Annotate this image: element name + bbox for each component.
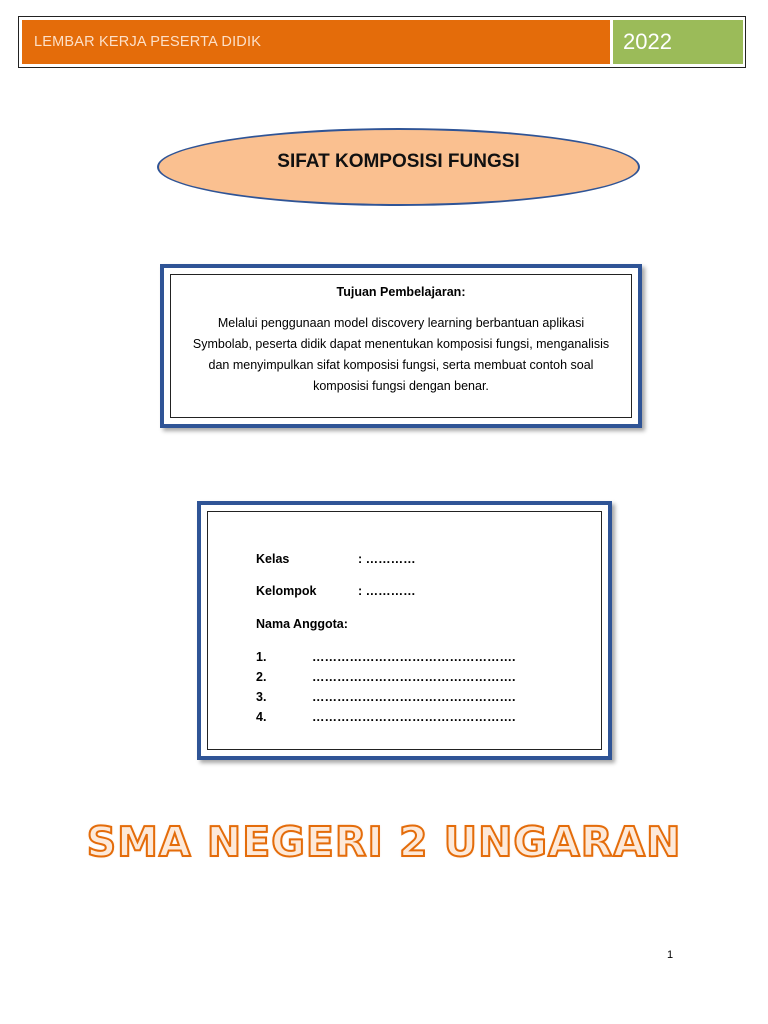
member-field[interactable]: …………………………………………. xyxy=(312,650,516,664)
page-number: 1 xyxy=(667,949,674,961)
page-title: SIFAT KOMPOSISI FUNGSI xyxy=(277,151,520,172)
header-year-box xyxy=(613,20,743,64)
learning-goal-title: Tujuan Pembelajaran: xyxy=(336,285,466,299)
member-field[interactable]: …………………………………………. xyxy=(312,710,516,724)
identity-inner xyxy=(207,511,602,750)
header-bar xyxy=(22,20,610,64)
school-name: SMA NEGERI 2 UNGARAN xyxy=(86,818,682,866)
learning-goal-inner xyxy=(170,274,632,418)
member-field[interactable]: …………………………………………. xyxy=(312,670,516,684)
header-label: LEMBAR KERJA PESERTA DIDIK xyxy=(34,34,262,50)
title-oval xyxy=(157,128,640,206)
kelompok-label: Kelompok xyxy=(256,584,317,598)
learning-goal-box xyxy=(160,264,642,428)
kelas-label: Kelas xyxy=(256,552,290,566)
kelompok-field[interactable]: : ………… xyxy=(358,584,416,598)
kelas-field[interactable]: : ………… xyxy=(358,552,416,566)
identity-box xyxy=(197,501,612,760)
member-number: 2. xyxy=(256,670,267,684)
members-label: Nama Anggota: xyxy=(256,617,348,631)
header-year: 2022 xyxy=(623,29,672,54)
member-number: 1. xyxy=(256,650,267,664)
member-number: 4. xyxy=(256,710,267,724)
member-number: 3. xyxy=(256,690,267,704)
learning-goal-text: Melalui penggunaan model discovery learning berbantuan aplikasi Symbolab, peserta didik dapat menentukan komposisi fungsi, menganalisis dan menyimpulkan sifat komposisi fungsi, serta membuat contoh soal komposisi fungsi dengan benar. xyxy=(192,316,610,393)
member-field[interactable]: …………………………………………. xyxy=(312,690,516,704)
